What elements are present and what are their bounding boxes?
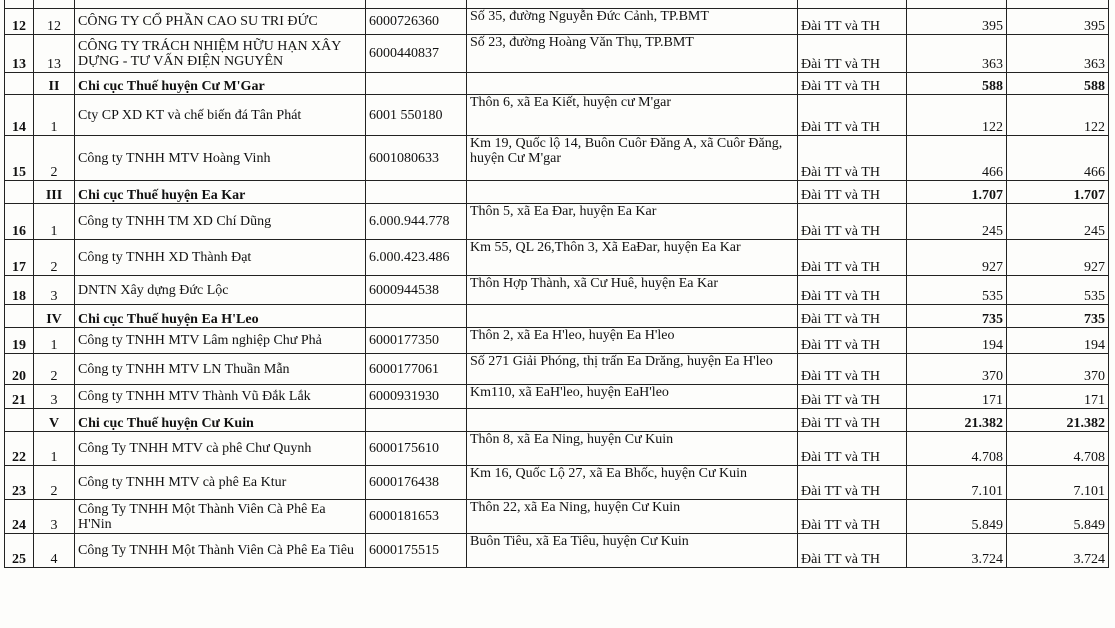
tax-code: 6001 550180 [366, 95, 467, 136]
stt-cell: 15 [5, 136, 34, 181]
agency-cell: Đài TT và TH [798, 9, 907, 35]
stt-cell [5, 409, 34, 432]
table-body [5, 0, 1109, 568]
agency-cell: Đài TT và TH [798, 385, 907, 409]
tax-code: 6000440837 [366, 35, 467, 73]
amount-cell: 245 [907, 204, 1007, 240]
stt-cell: 19 [5, 328, 34, 354]
section-row [5, 305, 1109, 328]
total-cell: 21.382 [1007, 409, 1109, 432]
agency-cell: Đài TT và TH [798, 95, 907, 136]
sub-index-cell: 2 [34, 354, 75, 385]
stt-cell: 21 [5, 385, 34, 409]
tax-debt-table [4, 0, 1109, 568]
tax-code: 6000175610 [366, 432, 467, 466]
address-cell: Thôn 6, xã Ea Kiết, huyện cư M'gar [467, 95, 798, 136]
address-cell: Số 271 Giải Phóng, thị trấn Ea Drăng, huyện Ea H'leo [467, 354, 798, 385]
stt-cell [5, 73, 34, 95]
agency-cell: Đài TT và TH [798, 204, 907, 240]
tax-code: 6000177350 [366, 328, 467, 354]
tax-code: 6.000.423.486 [366, 240, 467, 276]
table-row [5, 136, 1109, 181]
address-cell: Km 16, Quốc Lộ 27, xã Ea Bhốc, huyện Cư Kuin [467, 466, 798, 500]
total-cell: 927 [1007, 240, 1109, 276]
section-number: III [34, 181, 75, 204]
tax-code: 6001080633 [366, 136, 467, 181]
agency-cell: Đài TT và TH [798, 136, 907, 181]
sub-index-cell: 3 [34, 500, 75, 534]
company-name: Công ty TNHH TM XD Chí Dũng [75, 204, 366, 240]
section-title: Chi cục Thuế huyện Ea H'Leo [75, 305, 366, 328]
table-row [5, 35, 1109, 73]
sub-index-cell: 13 [34, 35, 75, 73]
tax-code: 6000931930 [366, 385, 467, 409]
total-cell: 5.849 [1007, 500, 1109, 534]
amount-cell: 1.707 [907, 181, 1007, 204]
total-cell: 535 [1007, 276, 1109, 305]
stt-cell: 25 [5, 534, 34, 568]
agency-cell: Đài TT và TH [798, 305, 907, 328]
address-cell: Km 55, QL 26,Thôn 3, Xã EaĐar, huyện Ea Kar [467, 240, 798, 276]
mst-cell [366, 409, 467, 432]
address-cell [467, 305, 798, 328]
sub-index-cell: 1 [34, 328, 75, 354]
section-number: V [34, 409, 75, 432]
company-name: Cty CP XD KT và chế biến đá Tân Phát [75, 95, 366, 136]
address-cell [467, 409, 798, 432]
table-row [5, 95, 1109, 136]
total-cell: 735 [1007, 305, 1109, 328]
table-row [5, 240, 1109, 276]
stt-cell: 14 [5, 95, 34, 136]
section-row [5, 409, 1109, 432]
agency-cell: Đài TT và TH [798, 534, 907, 568]
company-name: Công ty TNHH MTV Hoàng Vinh [75, 136, 366, 181]
tax-code: 6000175515 [366, 534, 467, 568]
amount-cell: 171 [907, 385, 1007, 409]
total-cell: 7.101 [1007, 466, 1109, 500]
address-cell: Thôn 22, xã Ea Ning, huyện Cư Kuin [467, 500, 798, 534]
amount-cell: 927 [907, 240, 1007, 276]
section-title: Chi cục Thuế huyện Ea Kar [75, 181, 366, 204]
table-row [5, 204, 1109, 240]
cut-off-header-row [5, 0, 1109, 9]
amount-cell: 363 [907, 35, 1007, 73]
company-name: Công ty TNHH MTV Thành Vũ Đắk Lắk [75, 385, 366, 409]
table-row [5, 432, 1109, 466]
company-name: DNTN Xây dựng Đức Lộc [75, 276, 366, 305]
sub-index-cell: 2 [34, 136, 75, 181]
agency-cell: Đài TT và TH [798, 500, 907, 534]
total-cell: 370 [1007, 354, 1109, 385]
address-cell: Km110, xã EaH'leo, huyện EaH'leo [467, 385, 798, 409]
address-cell [467, 73, 798, 95]
stt-cell: 12 [5, 9, 34, 35]
amount-cell: 588 [907, 73, 1007, 95]
table-row [5, 354, 1109, 385]
sub-index-cell: 3 [34, 276, 75, 305]
amount-cell: 7.101 [907, 466, 1007, 500]
tax-code: 6000944538 [366, 276, 467, 305]
agency-cell: Đài TT và TH [798, 328, 907, 354]
tax-code: 6000726360 [366, 9, 467, 35]
agency-cell: Đài TT và TH [798, 35, 907, 73]
table-row [5, 328, 1109, 354]
sub-index-cell: 2 [34, 240, 75, 276]
table-row [5, 500, 1109, 534]
total-cell: 245 [1007, 204, 1109, 240]
company-name: Công ty TNHH MTV Lâm nghiệp Chư Phả [75, 328, 366, 354]
stt-cell: 24 [5, 500, 34, 534]
stt-cell: 20 [5, 354, 34, 385]
address-cell: Thôn Hợp Thành, xã Cư Huê, huyện Ea Kar [467, 276, 798, 305]
sub-index-cell: 12 [34, 9, 75, 35]
stt-cell: 18 [5, 276, 34, 305]
sub-index-cell: 4 [34, 534, 75, 568]
stt-cell: 16 [5, 204, 34, 240]
table-row [5, 534, 1109, 568]
address-cell: Thôn 5, xã Ea Đar, huyện Ea Kar [467, 204, 798, 240]
agency-cell: Đài TT và TH [798, 181, 907, 204]
company-name: CÔNG TY CỔ PHẦN CAO SU TRI ĐỨC [75, 9, 366, 35]
section-row [5, 73, 1109, 95]
company-name: Công Ty TNHH Một Thành Viên Cà Phê Ea Tiêu [75, 534, 366, 568]
amount-cell: 395 [907, 9, 1007, 35]
amount-cell: 535 [907, 276, 1007, 305]
amount-cell: 21.382 [907, 409, 1007, 432]
stt-cell [5, 305, 34, 328]
section-title: Chi cục Thuế huyện Cư M'Gar [75, 73, 366, 95]
section-number: II [34, 73, 75, 95]
company-name: Công ty TNHH XD Thành Đạt [75, 240, 366, 276]
amount-cell: 735 [907, 305, 1007, 328]
stt-cell: 22 [5, 432, 34, 466]
address-cell: Số 35, đường Nguyễn Đức Cảnh, TP.BMT [467, 9, 798, 35]
table-row [5, 466, 1109, 500]
mst-cell [366, 181, 467, 204]
section-number: IV [34, 305, 75, 328]
amount-cell: 370 [907, 354, 1007, 385]
total-cell: 363 [1007, 35, 1109, 73]
address-cell: Km 19, Quốc lộ 14, Buôn Cuôr Đăng A, xã Cuôr Đăng, huyện Cư M'gar [467, 136, 798, 181]
stt-cell: 17 [5, 240, 34, 276]
amount-cell: 3.724 [907, 534, 1007, 568]
table-row [5, 276, 1109, 305]
amount-cell: 5.849 [907, 500, 1007, 534]
mst-cell [366, 73, 467, 95]
total-cell: 588 [1007, 73, 1109, 95]
section-row [5, 181, 1109, 204]
address-cell: Số 23, đường Hoàng Văn Thụ, TP.BMT [467, 35, 798, 73]
agency-cell: Đài TT và TH [798, 276, 907, 305]
stt-cell [5, 181, 34, 204]
amount-cell: 122 [907, 95, 1007, 136]
total-cell: 194 [1007, 328, 1109, 354]
tax-code: 6000177061 [366, 354, 467, 385]
agency-cell: Đài TT và TH [798, 73, 907, 95]
table-row [5, 385, 1109, 409]
total-cell: 4.708 [1007, 432, 1109, 466]
company-name: Công ty TNHH MTV cà phê Ea Ktur [75, 466, 366, 500]
tax-code: 6000176438 [366, 466, 467, 500]
sub-index-cell: 2 [34, 466, 75, 500]
tax-code: 6.000.944.778 [366, 204, 467, 240]
address-cell [467, 181, 798, 204]
total-cell: 171 [1007, 385, 1109, 409]
amount-cell: 194 [907, 328, 1007, 354]
agency-cell: Đài TT và TH [798, 354, 907, 385]
stt-cell: 23 [5, 466, 34, 500]
tax-code: 6000181653 [366, 500, 467, 534]
table-row [5, 9, 1109, 35]
amount-cell: 466 [907, 136, 1007, 181]
company-name: CÔNG TY TRÁCH NHIỆM HỮU HẠN XÂY DỰNG - TƯ VẤN ĐIỆN NGUYÊN [75, 35, 366, 73]
sub-index-cell: 1 [34, 432, 75, 466]
total-cell: 466 [1007, 136, 1109, 181]
agency-cell: Đài TT và TH [798, 466, 907, 500]
address-cell: Buôn Tiêu, xã Ea Tiêu, huyện Cư Kuin [467, 534, 798, 568]
address-cell: Thôn 8, xã Ea Ning, huyện Cư Kuin [467, 432, 798, 466]
agency-cell: Đài TT và TH [798, 240, 907, 276]
total-cell: 395 [1007, 9, 1109, 35]
total-cell: 1.707 [1007, 181, 1109, 204]
total-cell: 122 [1007, 95, 1109, 136]
company-name: Công Ty TNHH Một Thành Viên Cà Phê Ea H'Nin [75, 500, 366, 534]
stt-cell: 13 [5, 35, 34, 73]
sub-index-cell: 3 [34, 385, 75, 409]
agency-cell: Đài TT và TH [798, 409, 907, 432]
sub-index-cell: 1 [34, 95, 75, 136]
agency-cell: Đài TT và TH [798, 432, 907, 466]
mst-cell [366, 305, 467, 328]
company-name: Công Ty TNHH MTV cà phê Chư Quynh [75, 432, 366, 466]
sub-index-cell: 1 [34, 204, 75, 240]
section-title: Chi cục Thuế huyện Cư Kuin [75, 409, 366, 432]
total-cell: 3.724 [1007, 534, 1109, 568]
address-cell: Thôn 2, xã Ea H'leo, huyện Ea H'leo [467, 328, 798, 354]
amount-cell: 4.708 [907, 432, 1007, 466]
company-name: Công ty TNHH MTV LN Thuần Mẫn [75, 354, 366, 385]
